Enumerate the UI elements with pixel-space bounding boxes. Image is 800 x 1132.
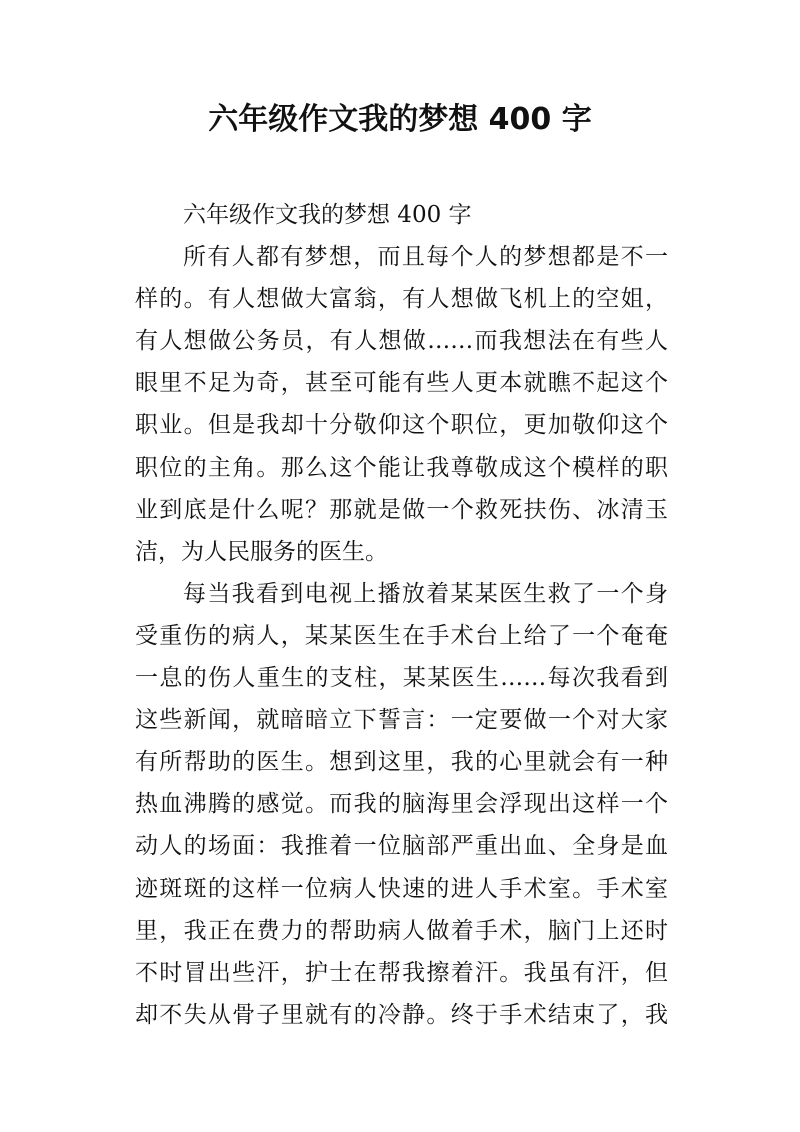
document-title: 六年级作文我的梦想 400 字 — [208, 102, 592, 137]
text-line: 动人的场面：我推着一位脑部严重出血、全身是血 — [135, 833, 668, 860]
text-line: 受重伤的病人，某某医生在手术台上给了一个奄奄 — [135, 622, 668, 649]
text-line: 迹斑斑的这样一位病人快速的进人手术室。手术室 — [135, 875, 668, 902]
text-line: 职位的主角。那么这个能让我尊敬成这个模样的职 — [135, 454, 668, 481]
text-line: 眼里不足为奇，甚至可能有些人更本就瞧不起这个 — [135, 370, 668, 397]
text-line: 职业。但是我却十分敬仰这个职位，更加敬仰这个 — [135, 412, 668, 439]
text-line: 里，我正在费力的帮助病人做着手术，脑门上还时 — [135, 917, 668, 944]
text-line: 却不失从骨子里就有的冷静。终于手术结束了，我 — [135, 1001, 668, 1028]
text-line: 业到底是什么呢？那就是做一个救死扶伤、冰清玉 — [135, 496, 668, 523]
text-line: 不时冒出些汗，护士在帮我擦着汗。我虽有汗，但 — [135, 959, 668, 986]
text-line: 有人想做公务员，有人想做……而我想法在有些人 — [135, 328, 668, 355]
text-line: 样的。有人想做大富翁，有人想做飞机上的空姐， — [135, 286, 668, 313]
text-line: 所有人都有梦想，而且每个人的梦想都是不一 — [183, 244, 668, 271]
text-line: 这些新闻，就暗暗立下誓言：一定要做一个对大家 — [135, 707, 668, 734]
text-line: 一息的伤人重生的支柱，某某医生……每次我看到 — [135, 665, 668, 692]
text-line: 每当我看到电视上播放着某某医生救了一个身 — [183, 580, 668, 607]
text-line: 洁，为人民服务的医生。 — [135, 538, 388, 565]
text-line: 热血沸腾的感觉。而我的脑海里会浮现出这样一个 — [135, 791, 668, 818]
text-line: 有所帮助的医生。想到这里，我的心里就会有一种 — [135, 749, 668, 776]
document-body — [135, 194, 668, 1036]
document-subtitle: 六年级作文我的梦想 400 字 — [183, 202, 472, 228]
